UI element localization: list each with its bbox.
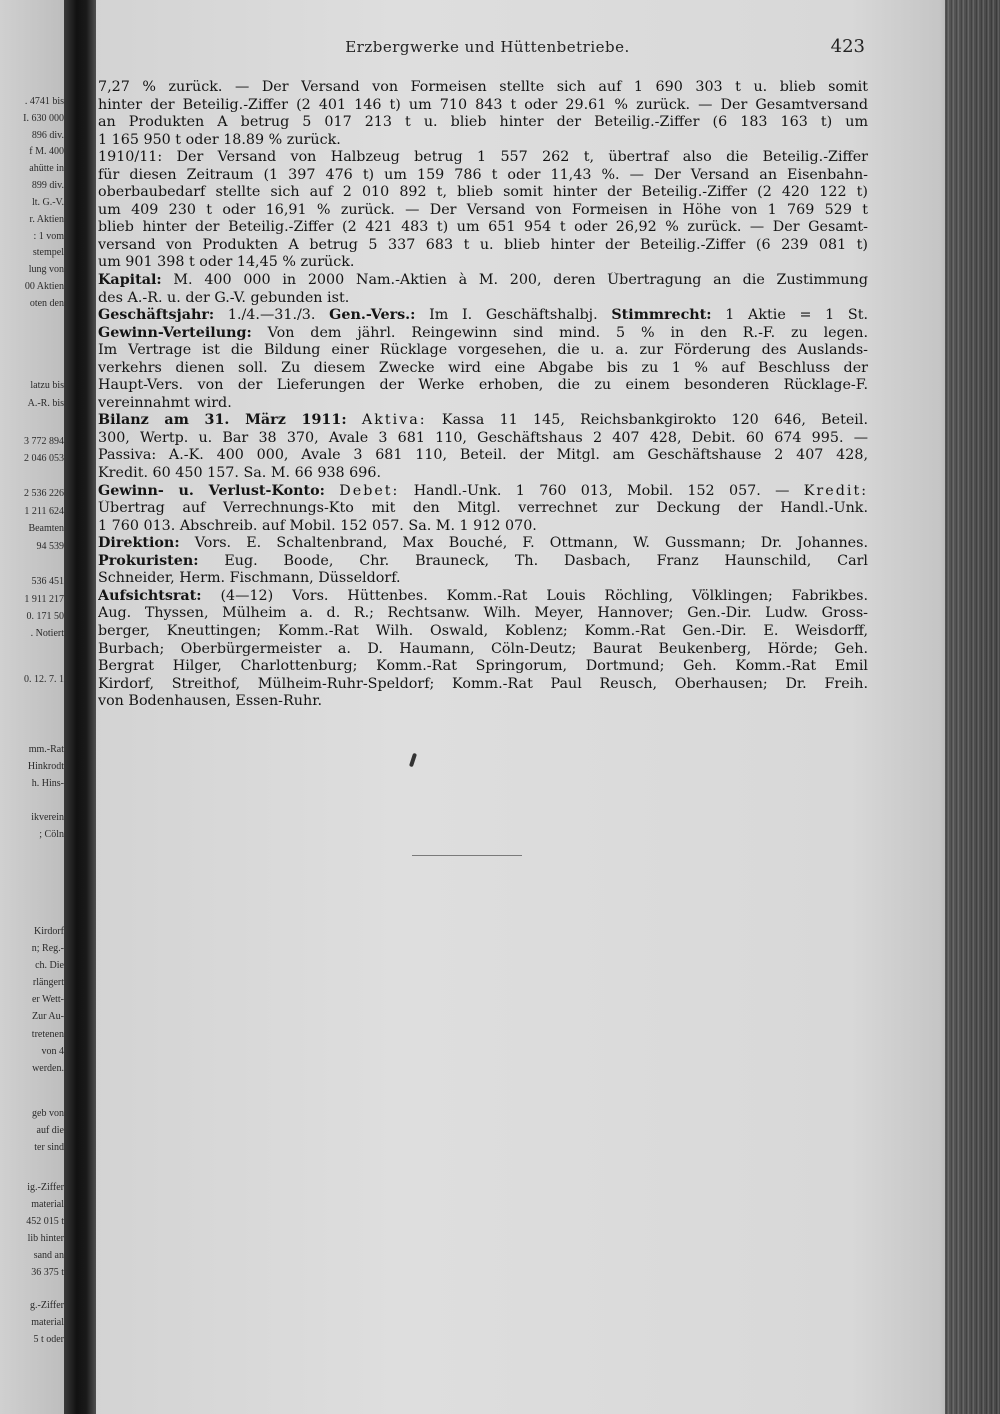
facing-page-text-fragment: ter sind bbox=[34, 1142, 64, 1153]
facing-page-text-fragment: lung von bbox=[28, 264, 64, 275]
text-line: Schneider, Herm. Fischmann, Düsseldorf. bbox=[98, 570, 401, 587]
facing-page-text-fragment: f M. 400 bbox=[29, 146, 64, 157]
section-divider bbox=[412, 855, 522, 856]
text-line: 1 760 013. Abschreib. auf Mobil. 152 057. Sa. M. 1 912 070. bbox=[98, 517, 537, 534]
facing-page-text-fragment: n; Reg.- bbox=[31, 943, 64, 954]
text-line: berger, Kneuttingen; Komm.-Rat Wilh. Oswald, Koblenz; Komm.-Rat Gen.-Dir. E. Weisdorff, bbox=[98, 622, 868, 639]
page-body-text bbox=[98, 79, 868, 711]
facing-page-text-fragment: A.-R. bis bbox=[27, 398, 64, 409]
running-title: Erzbergwerke und Hüttenbetriebe. bbox=[345, 38, 630, 56]
facing-page-text-fragment: von 4 bbox=[41, 1046, 64, 1057]
page-header bbox=[110, 38, 865, 58]
facing-page-text-fragment: 1 211 624 bbox=[24, 506, 64, 517]
facing-page-text-fragment: Kirdorf bbox=[34, 926, 64, 937]
text-line: blieb hinter der Beteilig.-Ziffer (2 421 483 t) um 651 954 t oder 26,92 % zurück. — Der Gesamt- bbox=[98, 219, 868, 236]
facing-page-text-fragment: latzu bis bbox=[30, 380, 64, 391]
text-line: hinter der Beteilig.-Ziffer (2 401 146 t) um 710 843 t oder 29.61 % zurück. — Der Gesamtversand bbox=[98, 96, 868, 113]
geschaeftsjahr-label: Geschäftsjahr: bbox=[98, 307, 215, 324]
text-line: um 409 230 t oder 16,91 % zurück. — Der Versand von Formeisen in Höhe von 1 769 529 t bbox=[98, 201, 868, 218]
text-line: 300, Wertp. u. Bar 38 370, Avale 3 681 110, Geschäftshaus 2 407 428, Debit. 60 674 995. — bbox=[98, 429, 868, 446]
text-line: Passiva: A.-K. 400 000, Avale 3 681 110, Beteil. der Mitgl. am Geschäftshause 2 407 428, bbox=[98, 447, 868, 464]
facing-page-text-fragment: 1 911 217 bbox=[24, 594, 64, 605]
facing-page-text-fragment: ahütte in bbox=[29, 163, 64, 174]
facing-page-text-fragment: werden. bbox=[32, 1063, 64, 1074]
text-line: des A.-R. u. der G.-V. gebunden ist. bbox=[98, 289, 350, 306]
facing-page-text-fragment: material bbox=[31, 1199, 64, 1210]
text-line: um 901 398 t oder 14,45 % zurück. bbox=[98, 254, 355, 271]
facing-page-text-fragment: . Notiert bbox=[30, 628, 64, 639]
facing-page-text-fragment: 00 Aktien bbox=[24, 281, 64, 292]
direktion-label: Direktion: bbox=[98, 535, 180, 552]
text-line: Aug. Thyssen, Mülheim a. d. R.; Rechtsanw. Wilh. Meyer, Hannover; Gen.-Dir. Ludw. Gross- bbox=[98, 605, 868, 622]
facing-page-text-fragment: g.-Ziffer bbox=[30, 1300, 64, 1311]
text-line: 1910/11: Der Versand von Halbzeug betrug 1 557 262 t, übertraf also die Beteilig.-Ziffer bbox=[98, 149, 868, 166]
facing-page-text-fragment: 0. 12. 7. 1 bbox=[24, 674, 64, 685]
facing-page-text-fragment: I. 630 000 bbox=[23, 113, 64, 124]
gewinnverteilung-label: Gewinn-Verteilung: bbox=[98, 324, 252, 341]
direktion-entry: Direktion: Vors. E. Schaltenbrand, Max Bouché, F. Ottmann, W. Gussmann; Dr. Johannes. bbox=[98, 535, 868, 552]
text-line: versand von Produkten A betrug 5 337 683 t u. blieb hinter der Beteilig.-Ziffer (6 239 081 t) bbox=[98, 236, 868, 253]
text-line: Haupt-Vers. von der Lieferungen der Werke erhoben, die zu einem besonderen Rücklage-F. bbox=[98, 377, 868, 394]
facing-page-text-fragment: rlängert bbox=[32, 977, 64, 988]
aufsichtsrat-entry: Aufsichtsrat: (4—12) Vors. Hüttenbes. Komm.-Rat Louis Röchling, Völklingen; Fabrikbes. bbox=[98, 587, 868, 604]
facing-page-text-fragment: geb von bbox=[32, 1108, 64, 1119]
genvers-label: Gen.-Vers.: bbox=[329, 307, 416, 324]
facing-page-text-fragment: ; Cöln bbox=[39, 829, 64, 840]
prokuristen-label: Prokuristen: bbox=[98, 552, 199, 569]
facing-page-text-fragment: . 4741 bis bbox=[24, 96, 64, 107]
stimmrecht-label: Stimmrecht: bbox=[611, 307, 712, 324]
facing-page-text-fragment: 36 375 t bbox=[31, 1267, 64, 1278]
text-line: vereinnahmt wird. bbox=[98, 394, 232, 411]
bilanz-entry: Bilanz am 31. März 1911: Aktiva: Kassa 11 145, Reichsbankgirokto 120 646, Beteil. bbox=[98, 412, 868, 429]
text-line: Kredit. 60 450 157. Sa. M. 66 938 696. bbox=[98, 465, 382, 482]
bilanz-label: Bilanz am 31. März 1911: bbox=[98, 412, 347, 429]
facing-page-text-fragment: 899 div. bbox=[31, 180, 64, 191]
facing-page-text-fragment: 536 451 bbox=[31, 576, 64, 587]
text-line: 7,27 % zurück. — Der Versand von Formeisen stellte sich auf 1 690 303 t u. blieb somit bbox=[98, 79, 868, 95]
facing-page-text-fragment: : 1 vom bbox=[33, 231, 64, 242]
gewinnverteilung-entry: Gewinn-Verteilung: Von dem jährl. Reingewinn sind mind. 5 % in den R.-F. zu legen. bbox=[98, 324, 868, 341]
facing-page-text-fragment: lt. G.-V. bbox=[31, 197, 64, 208]
facing-page-text-fragment: Zur Au- bbox=[32, 1011, 64, 1022]
facing-page-text-fragment: 0. 171 50 bbox=[26, 611, 64, 622]
facing-page-text-fragment: material bbox=[31, 1317, 64, 1328]
facing-page-text-fragment: oten den bbox=[29, 298, 64, 309]
text-line: oberbaubedarf stellte sich auf 2 010 892 t, blieb somit hinter der Beteilig.-Ziffer (2 420 122 t) bbox=[98, 184, 868, 201]
facing-page-text-fragment: 5 t oder bbox=[33, 1334, 64, 1345]
facing-page-text-fragment: mm.-Rat bbox=[28, 744, 64, 755]
facing-page-text-fragment: ch. Die bbox=[35, 960, 64, 971]
facing-page-text-fragment: 452 015 t bbox=[26, 1216, 64, 1227]
prokuristen-entry: Prokuristen: Eug. Boode, Chr. Brauneck, Th. Dasbach, Franz Haunschild, Carl bbox=[98, 552, 868, 569]
facing-page-text-fragment: r. Aktien bbox=[29, 214, 64, 225]
aufsichtsrat-label: Aufsichtsrat: bbox=[98, 587, 202, 604]
text-line: an Produkten A betrug 5 017 213 t u. blieb hinter der Beteilig.-Ziffer (6 183 163 t) um bbox=[98, 114, 868, 131]
facing-page-text-fragment: 94 539 bbox=[36, 541, 64, 552]
text-line: Bergrat Hilger, Charlottenburg; Komm.-Rat Springorum, Dortmund; Geh. Komm.-Rat Emil bbox=[98, 658, 868, 675]
facing-page-text-fragment: stempel bbox=[32, 247, 64, 258]
geschaeftsjahr-entry: Geschäftsjahr: 1./4.—31./3. Gen.-Vers.: Im I. Geschäftshalbj. Stimmrecht: 1 Aktie = 1 St. bbox=[98, 307, 868, 324]
facing-page-text-fragment: h. Hins- bbox=[31, 778, 64, 789]
guv-label: Gewinn- u. Verlust-Konto: bbox=[98, 482, 325, 499]
page-number: 423 bbox=[830, 36, 865, 57]
text-line: für diesen Zeitraum (1 397 476 t) um 159 786 t oder 11,43 %. — Der Versand an Eisenbahn- bbox=[98, 166, 868, 183]
text-line: Übertrag auf Verrechnungs-Kto mit den Mitgl. verrechnet zur Deckung der Handl.-Unk. bbox=[98, 500, 868, 517]
page-edge-stack bbox=[945, 0, 1000, 1414]
kapital-entry: Kapital: M. 400 000 in 2000 Nam.-Aktien à M. 200, deren Übertragung an die Zustimmung bbox=[98, 272, 868, 289]
facing-page-text-fragment: tretenen bbox=[31, 1029, 64, 1040]
text-line: von Bodenhausen, Essen-Ruhr. bbox=[98, 693, 323, 710]
text-line: Burbach; Oberbürgermeister a. D. Haumann, Cöln-Deutz; Baurat Beukenberg, Hörde; Geh. bbox=[98, 640, 868, 657]
facing-page-text-fragment: Hinkrodt bbox=[27, 761, 64, 772]
text-line: Kirdorf, Streithof, Mülheim-Ruhr-Speldorf; Komm.-Rat Paul Reusch, Oberhausen; Dr. Freih. bbox=[98, 675, 868, 692]
facing-page-fragment bbox=[0, 0, 66, 1414]
facing-page-text-fragment: auf die bbox=[36, 1125, 64, 1136]
facing-page-text-fragment: 896 div. bbox=[31, 130, 64, 141]
text-line: Im Vertrage ist die Bildung einer Rücklage vorgesehen, die u. a. zur Förderung des Auslands- bbox=[98, 342, 868, 359]
facing-page-text-fragment: sand an bbox=[33, 1250, 64, 1261]
text-line: verkehrs dienen soll. Zu diesem Zwecke wird eine Abgabe bis zu 1 % auf Beschluss der bbox=[98, 359, 868, 376]
text-line: 1 165 950 t oder 18.89 % zurück. bbox=[98, 131, 341, 148]
facing-page-text-fragment: ikverein bbox=[31, 812, 64, 823]
facing-page-text-fragment: 2 046 053 bbox=[24, 453, 64, 464]
book-spine bbox=[64, 0, 96, 1414]
guv-entry: Gewinn- u. Verlust-Konto: Debet: Handl.-Unk. 1 760 013, Mobil. 152 057. — Kredit: bbox=[98, 482, 868, 499]
facing-page-text-fragment: er Wett- bbox=[31, 994, 64, 1005]
facing-page-text-fragment: 2 536 226 bbox=[24, 488, 64, 499]
facing-page-text-fragment: lib hinter bbox=[27, 1233, 64, 1244]
facing-page-text-fragment: ig.-Ziffer bbox=[27, 1182, 64, 1193]
facing-page-text-fragment: Beamten bbox=[28, 523, 64, 534]
facing-page-text-fragment: 3 772 894 bbox=[24, 436, 64, 447]
kapital-label: Kapital: bbox=[98, 272, 162, 289]
